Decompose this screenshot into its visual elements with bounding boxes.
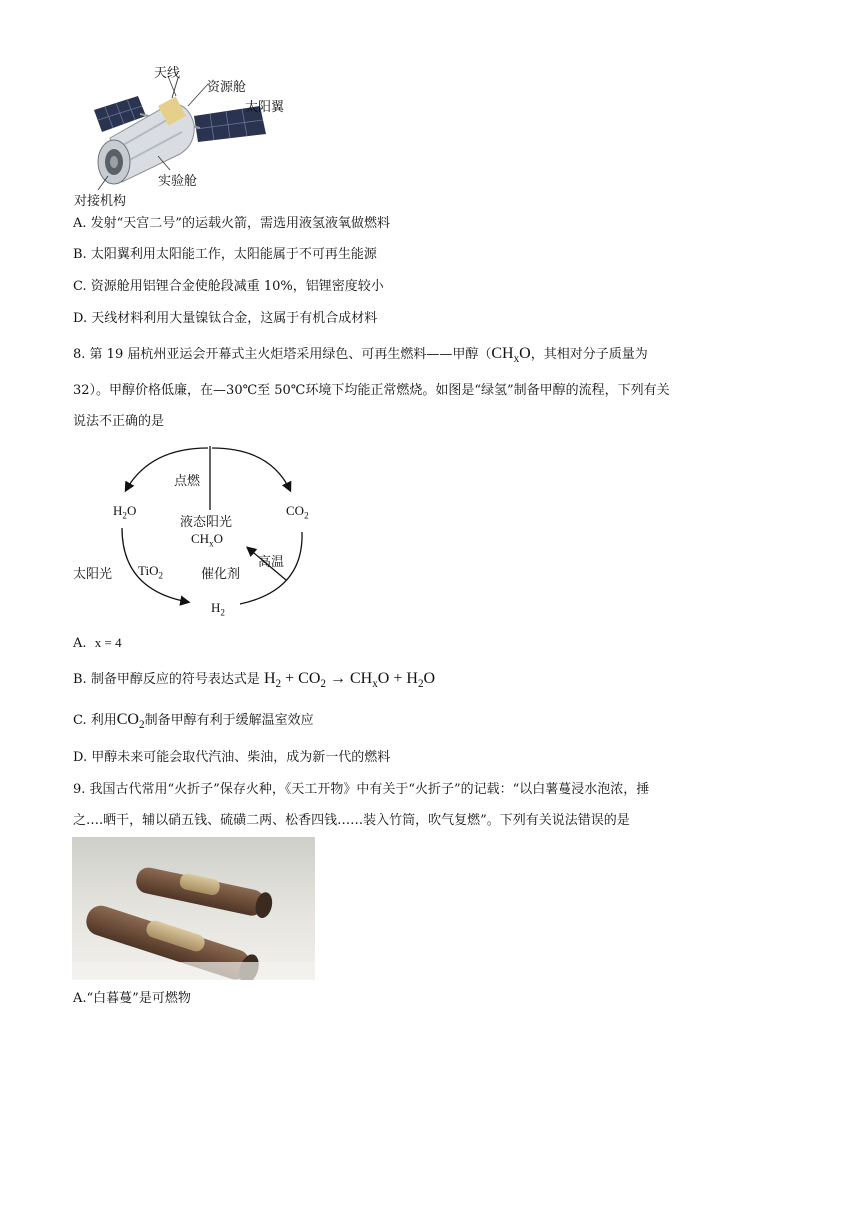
q9-stem-line1: 9. 我国古代常用“火折子”保存火种，《天工开物》中有关于“火折子”的记载：“以白薯蔓浸水泡浓，捶 [73,782,650,797]
antenna-label: 天线 [154,66,181,81]
docking-mechanism [98,140,130,184]
co2-node: $CO_2$ [286,503,309,521]
q8-stem-line2: 32）。甲醇价格低廉，在—30℃至 50℃环境下均能正常燃烧。如图是“绿氢”制备甲醇的流程，下列有关 [73,383,670,398]
q8-stem-line1 [73,345,648,368]
tio2-label: TiO$_2$ [138,563,164,581]
catalyst-label: 催化剂 [201,567,241,582]
fire-folder-photo [72,837,315,980]
docking-label: 对接机构 [74,194,127,209]
q8-option-b[interactable]: B. 制备甲醇反应的符号表达式是 $H_2 + CO_2 \to CH_xO + H_2O$ [73,670,436,691]
q8-stem-line3: 说法不正确的是 [73,414,165,429]
solar-wing-label: 太阳翼 [245,100,285,115]
q8-option-d[interactable]: D. 甲醇未来可能会取代汽油、柴油，成为新一代的燃料 [73,750,391,765]
q7-option-c[interactable]: C. 资源舱用铝锂合金使舱段减重 10%，铝锂密度较小 [73,279,384,294]
liquid-sunshine-label: 液态阳光 [180,515,233,530]
q8-option-a[interactable]: A. x = 4 [73,635,122,651]
q8-stem-part1: 8. 第 19 届杭州亚运会开幕式主火炬塔采用绿色、可再生燃料——甲醇（ [73,347,492,362]
q7-option-a[interactable]: A. 发射“天宫二号”的运载火箭，需选用液氢液氧做燃料 [73,216,390,231]
q9-option-a[interactable]: A.“白暮蔓”是可燃物 [73,991,191,1006]
q9-stem-line2: 之….晒干，辅以硝五钱、硫磺二两、松香四钱……装入竹筒，吹气复燃”。下列有关说法错误的是 [73,813,630,828]
reaction-equation: $H_2 + CO_2 \to CH_xO + H_2O$ [263,670,436,691]
sunlight-label: 太阳光 [73,567,113,582]
lab-module-label: 实验舱 [158,174,198,189]
high-temp-label: 高温 [258,555,285,570]
h2o-node: $H_2O$ [113,503,137,521]
q8-stem-part2: ，其相对分子质量为 [530,347,648,362]
h2-node: $H_2$ [211,600,225,618]
q8-option-c[interactable]: C. 利用$CO_2$制备甲醇有利于缓解温室效应 [73,711,314,732]
methanol-formula: $CH_xO$ [491,345,531,366]
co2-formula: $CO_2$ [116,711,145,732]
resource-module-label: 资源舱 [207,80,247,95]
q7-option-d[interactable]: D. 天线材料利用大量镍钛合金，这属于有机合成材料 [73,311,378,326]
ch4o-node: $CH_xO$ [191,531,223,549]
bamboo-tubes-image [72,837,315,980]
q7-option-b[interactable]: B. 太阳翼利用太阳能工作，太阳能属于不可再生能源 [73,247,377,262]
ignite-label: 点燃 [174,474,201,489]
